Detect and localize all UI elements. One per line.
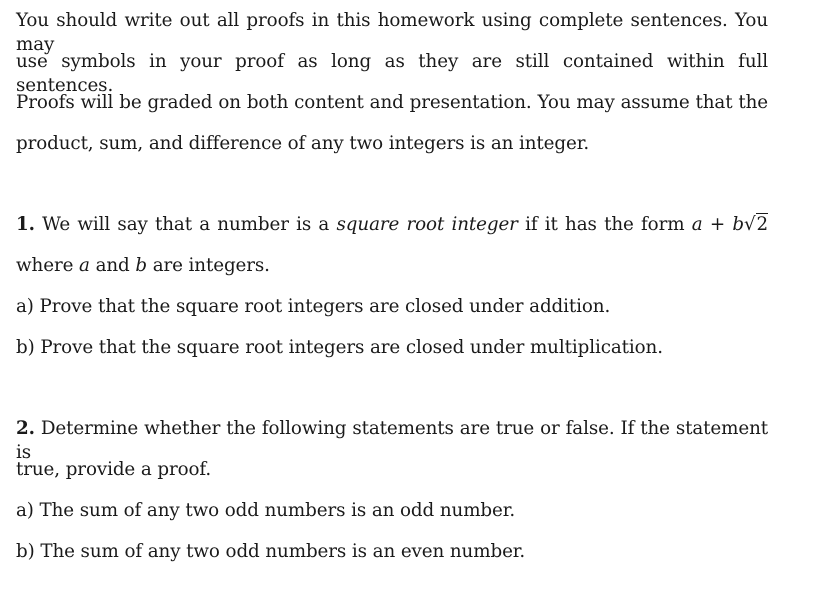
radical-sign: √ <box>743 214 756 235</box>
intro-line-3: Proofs will be graded on both content and presentation. You may assume that the <box>16 92 768 113</box>
var-b: b <box>135 255 147 276</box>
where-text: where <box>16 255 74 276</box>
problem-1-formula <box>692 214 768 235</box>
problem-1-line-2 <box>16 254 270 278</box>
problem-2-number: 2. <box>16 418 35 439</box>
formula-a: a <box>691 214 703 235</box>
radicand: 2 <box>756 214 769 235</box>
problem-2-line-2: true, provide a proof. <box>16 459 212 480</box>
problem-1-text-after: if it has the form <box>525 214 685 235</box>
and-text: and <box>95 255 130 276</box>
are-integers-text: are integers. <box>152 255 270 276</box>
problem-2-line-1: Determine whether the following statements are true or false. If the statement is <box>16 418 768 463</box>
var-a: a <box>79 255 90 276</box>
problem-1-part-a: a) Prove that the square root integers are closed under addition. <box>16 296 611 317</box>
intro-line-2: use symbols in your proof as long as they are still contained within full sentences. <box>16 51 768 96</box>
problem-1-term: square root integer <box>336 214 518 235</box>
problem-1-part-b: b) Prove that the square root integers are closed under multiplication. <box>16 337 663 358</box>
problem-2-part-a: a) The sum of any two odd numbers is an odd number. <box>16 500 516 521</box>
square-root-2 <box>744 213 768 237</box>
formula-b: b <box>732 214 744 235</box>
problem-1-text-before: We will say that a number is a <box>42 214 330 235</box>
problem-1-statement <box>16 213 768 237</box>
intro-line-4: product, sum, and difference of any two integers is an integer. <box>16 133 590 154</box>
formula-plus: + <box>709 214 726 235</box>
problem-2-part-b: b) The sum of any two odd numbers is an even number. <box>16 541 526 562</box>
intro-line-1: You should write out all proofs in this homework using complete sentences. You may <box>16 10 768 55</box>
problem-1-number: 1. <box>16 214 35 235</box>
